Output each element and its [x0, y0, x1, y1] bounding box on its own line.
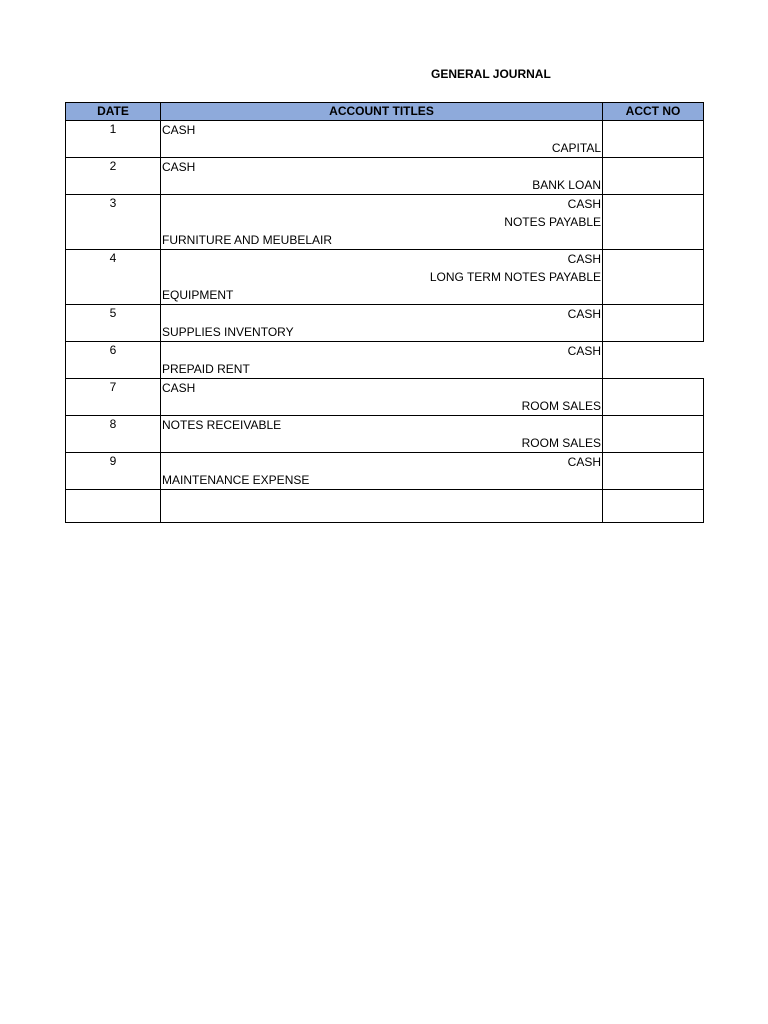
entry-account-titles: [161, 121, 603, 158]
account-line: CASH: [162, 123, 196, 137]
journal-entry-row: [66, 453, 704, 490]
header-date: DATE: [66, 103, 161, 121]
account-line: NOTES PAYABLE: [504, 215, 601, 229]
account-line: LONG TERM NOTES PAYABLE: [429, 270, 601, 284]
account-line: CASH: [567, 307, 601, 321]
account-line: NOTES RECEIVABLE: [162, 418, 282, 432]
journal-entry-row: [66, 305, 704, 342]
account-line: EQUIPMENT: [162, 288, 234, 302]
empty-date-cell: [66, 490, 161, 523]
entry-date: 5: [66, 305, 161, 342]
entry-date: 6: [66, 342, 161, 379]
account-line: BANK LOAN: [532, 178, 601, 192]
entry-date: 7: [66, 379, 161, 416]
entry-account-titles: [161, 305, 603, 342]
header-acct-no: ACCT NO: [603, 103, 704, 121]
entry-acct-no: [603, 453, 704, 490]
entry-account-titles: [161, 195, 603, 250]
account-line: SUPPLIES INVENTORY: [162, 325, 294, 339]
entry-account-titles: [161, 379, 603, 416]
entry-acct-no: [603, 158, 704, 195]
entry-acct-no: [603, 342, 704, 379]
entry-date: 9: [66, 453, 161, 490]
journal-entry-row: [66, 195, 704, 250]
journal-table: [65, 102, 704, 523]
entry-acct-no: [603, 121, 704, 158]
journal-entry-row: [66, 342, 704, 379]
account-line: CAPITAL: [551, 141, 601, 155]
account-line: PREPAID RENT: [162, 362, 250, 376]
account-line: ROOM SALES: [521, 436, 601, 450]
account-line: CASH: [162, 160, 196, 174]
entry-acct-no: [603, 379, 704, 416]
account-line: FURNITURE AND MEUBELAIR: [162, 233, 333, 247]
empty-row: [66, 490, 704, 523]
journal-entry-row: [66, 416, 704, 453]
empty-account-cell: [161, 490, 603, 523]
entry-date: 4: [66, 250, 161, 305]
entry-date: 1: [66, 121, 161, 158]
account-line: CASH: [567, 252, 601, 266]
account-line: ROOM SALES: [521, 399, 601, 413]
journal-entry-row: [66, 121, 704, 158]
entry-account-titles: [161, 416, 603, 453]
entry-acct-no: [603, 305, 704, 342]
journal-entry-row: [66, 250, 704, 305]
entry-date: 3: [66, 195, 161, 250]
entry-account-titles: [161, 250, 603, 305]
journal-entry-row: [66, 158, 704, 195]
entry-acct-no: [603, 250, 704, 305]
entry-account-titles: [161, 453, 603, 490]
account-line: CASH: [567, 197, 601, 211]
entry-acct-no: [603, 416, 704, 453]
journal-title: GENERAL JOURNAL: [431, 67, 551, 81]
account-line: MAINTENANCE EXPENSE: [162, 473, 310, 487]
header-row: [66, 103, 704, 121]
header-account-titles: ACCOUNT TITLES: [161, 103, 603, 121]
account-line: CASH: [162, 381, 196, 395]
entry-acct-no: [603, 195, 704, 250]
account-line: CASH: [567, 344, 601, 358]
entry-account-titles: [161, 342, 603, 379]
empty-acct-no-cell: [603, 490, 704, 523]
entry-date: 8: [66, 416, 161, 453]
journal-entry-row: [66, 379, 704, 416]
entry-account-titles: [161, 158, 603, 195]
account-line: CASH: [567, 455, 601, 469]
entry-date: 2: [66, 158, 161, 195]
